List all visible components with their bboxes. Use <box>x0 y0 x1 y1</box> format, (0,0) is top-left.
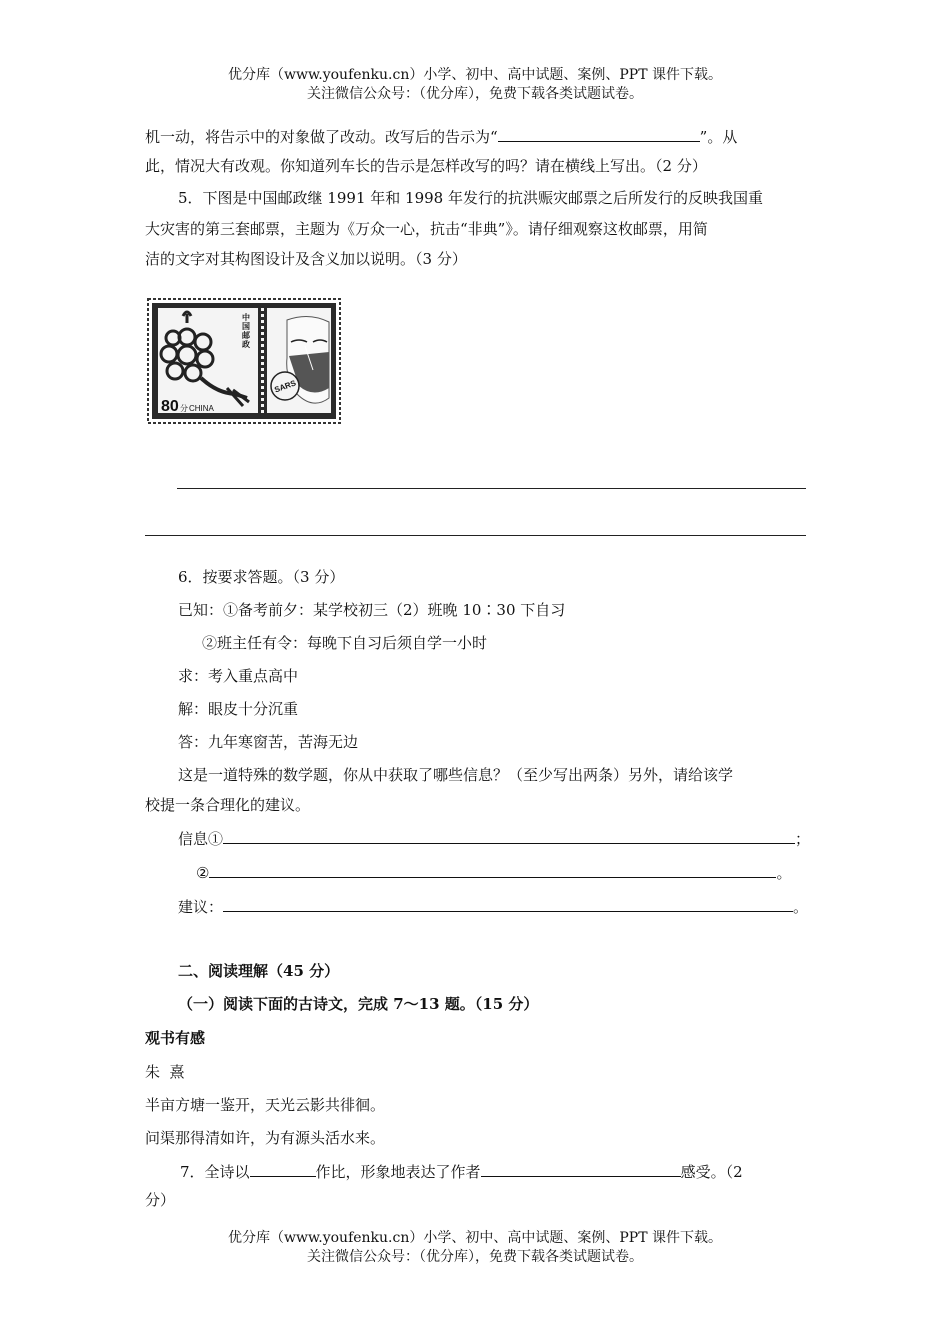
stamp-country-char-4: 政 <box>242 340 250 349</box>
q7-text-3: 感受。（2 <box>680 1163 743 1181</box>
sars-seal-icon <box>271 372 299 400</box>
q6-known-2: ②班主任有令：每晚下自习后须自学一小时 <box>202 634 488 652</box>
q6-info-1-row <box>178 827 810 850</box>
q6-known-1: 已知：①备考前夕：某学校初三（2）班晚 10∶30 下自习 <box>178 601 566 619</box>
q7-blank-2[interactable] <box>481 1160 681 1177</box>
q5-answer-line-1[interactable] <box>177 488 806 489</box>
q6-info-1-label: 信息① <box>178 830 224 848</box>
q6-advice-row <box>178 895 808 918</box>
sars-stamp-image <box>147 298 341 424</box>
stamp-value: 80 <box>161 398 179 415</box>
poem-line-1: 半亩方塘一鉴开，天光云影共徘徊。 <box>145 1096 386 1114</box>
stamp-country-char-2: 国 <box>242 322 250 331</box>
q5-answer-line-2[interactable] <box>145 535 806 536</box>
q6-answer: 答：九年寒窗苦，苦海无边 <box>178 733 359 751</box>
q6-prompt-line-1: 这是一道特殊的数学题，你从中获取了哪些信息？（至少写出两条）另外，请给该学 <box>178 766 734 784</box>
page-footer-line-1: 优分库（www.youfenku.cn）小学、初中、高中试题、案例、PPT 课件下载。 <box>227 1230 722 1246</box>
q5-line-1: 5．下图是中国邮政继 1991 年和 1998 年发行的抗洪赈灾邮票之后所发行的反映我国重 <box>178 189 763 207</box>
q4-text-before-blank: 机一动，将告示中的对象做了改动。改写后的告示为“ <box>145 128 498 146</box>
q6-prompt-line-2: 校提一条合理化的建议。 <box>145 796 311 814</box>
stamp-value-unit: 分 <box>180 404 188 413</box>
q4-answer-blank[interactable] <box>498 125 700 142</box>
q5-line-3: 洁的文字对其构图设计及含义加以说明。（3 分） <box>145 250 467 268</box>
q6-advice-label: 建议： <box>178 898 224 916</box>
q6-advice-blank[interactable] <box>223 895 793 912</box>
q6-info-2-blank[interactable] <box>209 861 776 878</box>
q6-seek: 求：考入重点高中 <box>178 667 299 685</box>
page-header-line-2: 关注微信公众号：（优分库），免费下载各类试题试卷。 <box>307 86 643 102</box>
q5-line-2: 大灾害的第三套邮票，主题为《万众一心，抗击“非典”》。请仔细观察这枚邮票，用简 <box>145 220 708 238</box>
q7-line-1 <box>180 1160 743 1183</box>
q6-info-2-label: ② <box>196 864 210 882</box>
q4-continuation-line-1 <box>145 125 737 148</box>
q6-solve: 解：眼皮十分沉重 <box>178 700 299 718</box>
section-2-subtitle: （一）阅读下面的古诗文，完成 7～13 题。（15 分） <box>178 995 539 1013</box>
stamp-china-label: CHINA <box>189 404 214 413</box>
q6-info-2-row <box>196 861 791 884</box>
section-2-title: 二、阅读理解（45 分） <box>178 962 340 980</box>
poem-author: 朱 熹 <box>145 1063 185 1081</box>
poem-title: 观书有感 <box>145 1029 206 1047</box>
poem-line-2: 问渠那得清如许，为有源头活水来。 <box>145 1129 386 1147</box>
stamp-country-label <box>242 312 250 349</box>
q4-text-after-blank: ”。从 <box>699 128 738 146</box>
q4-continuation-line-2: 此，情况大有改观。你知道列车长的告示是怎样改写的吗？请在横线上写出。（2 分） <box>145 157 707 175</box>
stamp-country-char-1: 中 <box>242 313 250 322</box>
page-footer-line-2: 关注微信公众号：（优分库），免费下载各类试题试卷。 <box>307 1249 643 1265</box>
q7-text-1: 7．全诗以 <box>180 1163 250 1181</box>
q7-blank-1[interactable] <box>250 1160 316 1177</box>
page-header-line-1: 优分库（www.youfenku.cn）小学、初中、高中试题、案例、PPT 课件下载。 <box>227 67 722 83</box>
q6-title: 6．按要求答题。（3 分） <box>178 568 345 586</box>
q7-text-2: 作比，形象地表达了作者 <box>315 1163 481 1181</box>
q7-line-2: 分） <box>145 1191 176 1209</box>
q6-info-1-blank[interactable] <box>223 827 795 844</box>
q6-advice-end: 。 <box>793 898 809 916</box>
stamp-country-char-3: 邮 <box>242 331 250 340</box>
q6-info-2-end: 。 <box>776 864 792 882</box>
sars-seal-text: SARS <box>273 378 298 395</box>
q6-info-1-end: ； <box>795 830 811 848</box>
